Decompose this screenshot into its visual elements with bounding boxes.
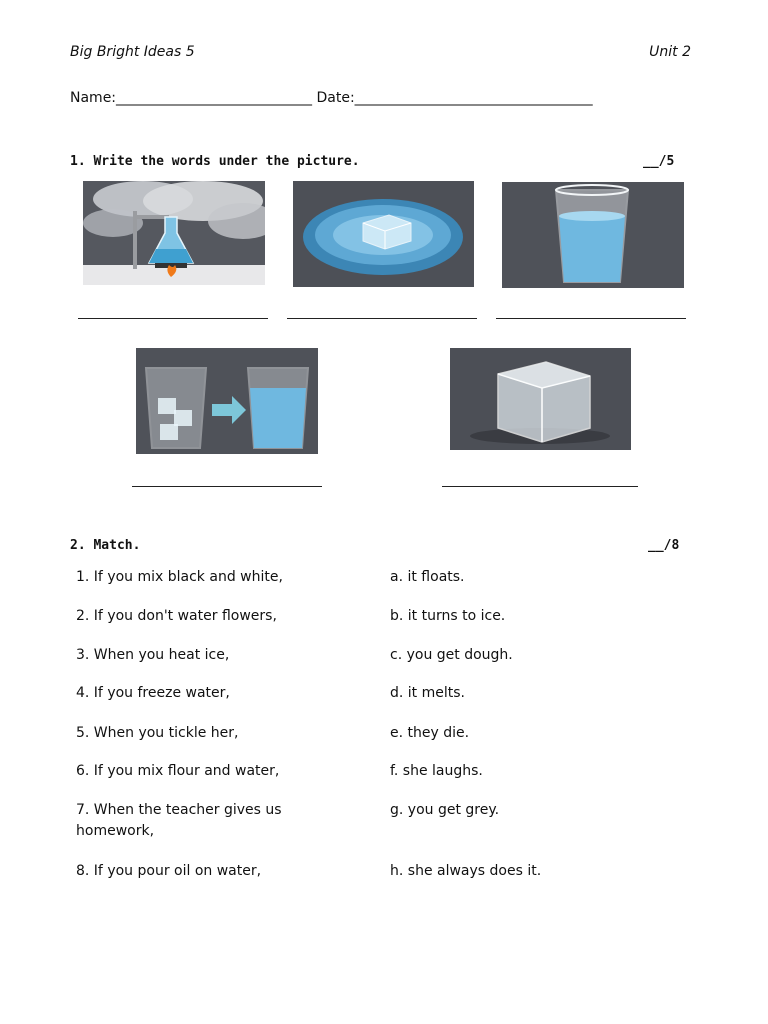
melting-ice-plate-icon (293, 181, 474, 287)
match-answer: f. she laughs. (390, 763, 483, 779)
glass-of-water-icon (502, 182, 684, 288)
match-answer: c. you get dough. (390, 647, 513, 663)
book-title: Big Bright Ideas 5 (70, 44, 195, 60)
match-answer: h. she always does it. (390, 863, 542, 879)
match-answer: a. it floats. (390, 569, 465, 585)
answer-blank-5[interactable] (442, 486, 638, 487)
match-answer: g. you get grey. (390, 802, 500, 818)
date-field[interactable]: __________________________________ (354, 90, 593, 106)
match-answer: e. they die. (390, 725, 470, 741)
date-label: Date: (316, 90, 355, 106)
answer-blank-2[interactable] (287, 318, 477, 319)
match-question: 6. If you mix flour and water, (76, 763, 280, 779)
section1-title: 1. Write the words under the picture. (70, 154, 360, 169)
section2-score: __/8 (648, 538, 680, 553)
match-question: 2. If you don't water flowers, (76, 608, 277, 624)
ice-to-water-glasses-icon (136, 348, 318, 454)
section2-title: 2. Match. (70, 538, 141, 553)
ice-cube-icon (450, 348, 631, 450)
match-answer: d. it melts. (390, 685, 465, 701)
name-label: Name: (70, 90, 117, 106)
unit-label: Unit 2 (649, 44, 691, 60)
match-answer: b. it turns to ice. (390, 608, 506, 624)
answer-blank-4[interactable] (132, 486, 322, 487)
match-question: 8. If you pour oil on water, (76, 863, 262, 879)
match-question: 4. If you freeze water, (76, 685, 230, 701)
match-question: 7. When the teacher gives us homework, (76, 802, 282, 839)
match-question: 5. When you tickle her, (76, 725, 239, 741)
match-question: 3. When you heat ice, (76, 647, 230, 663)
section1-score: __/5 (643, 154, 675, 169)
answer-blank-1[interactable] (78, 318, 268, 319)
match-question: 1. If you mix black and white, (76, 569, 283, 585)
boiling-flask-icon (83, 181, 265, 285)
answer-blank-3[interactable] (496, 318, 686, 319)
name-date-line (70, 90, 593, 106)
name-field[interactable]: ____________________________ (116, 90, 313, 106)
